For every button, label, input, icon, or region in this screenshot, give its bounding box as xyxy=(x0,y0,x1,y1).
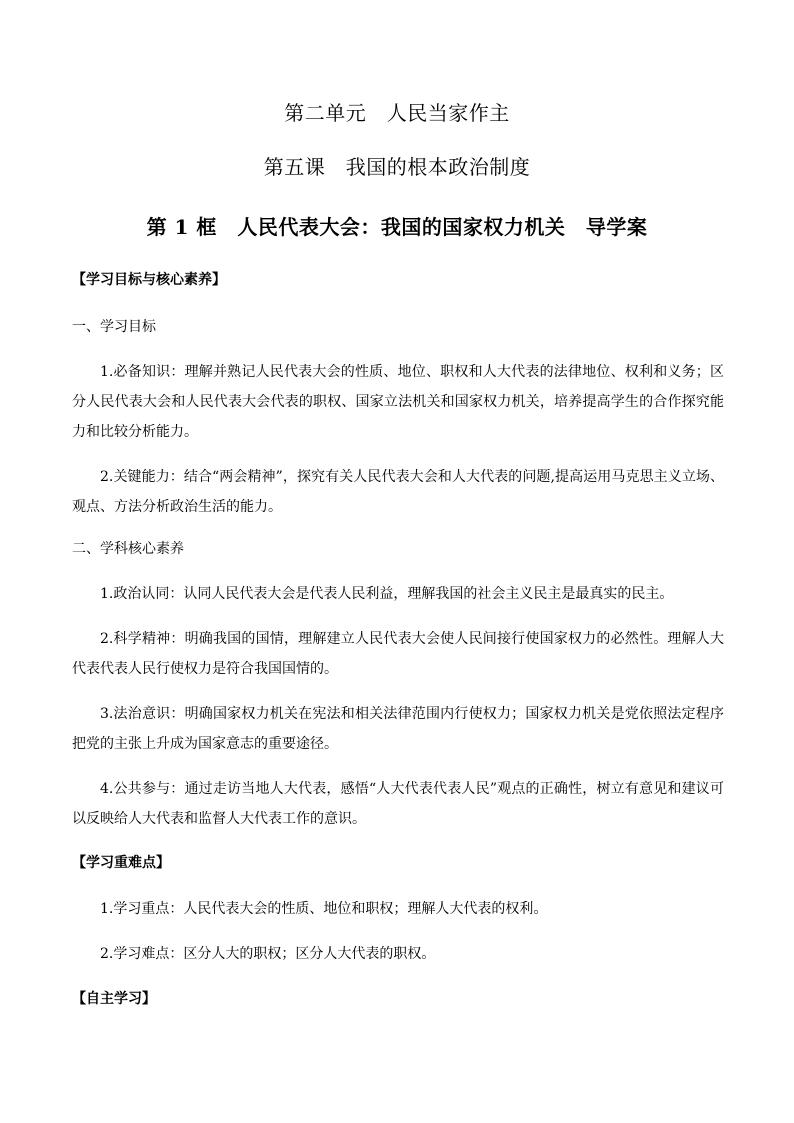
learning-goal-item: 2.关键能力：结合“两会精神”，探究有关人民代表大会和人大代表的问题,提高运用马克思主义立场、观点、方法分析政治生活的能力。 xyxy=(72,469,724,515)
core-literacy-item: 4.公共参与：通过走访当地人大代表，感悟“人大代表代表人民”观点的正确性，树立有意见和建议可以反映给人大代表和监督人大代表工作的意识。 xyxy=(72,781,724,827)
document-body xyxy=(72,268,724,1011)
learning-goals-heading: 一、学习目标 xyxy=(72,319,156,335)
core-literacy-heading: 二、学科核心素养 xyxy=(72,541,184,557)
lesson-title: 第五课 我国的根本政治制度 xyxy=(263,155,531,179)
frame-title: 第 1 框 人民代表大会：我国的国家权力机关 导学案 xyxy=(146,215,648,239)
goals-heading: 【学习目标与核心素养】 xyxy=(72,272,226,288)
core-literacy-item: 3.法治意识：明确国家权力机关在宪法和相关法律范围内行使权力；国家权力机关是党依照法定程序把党的主张上升成为国家意志的重要途径。 xyxy=(72,706,724,752)
key-points-heading: 【学习重难点】 xyxy=(72,855,170,871)
core-literacy-item: 1.政治认同：认同人民代表大会是代表人民利益，理解我国的社会主义民主是最真实的民主。 xyxy=(100,586,674,602)
unit-title: 第二单元 人民当家作主 xyxy=(284,101,510,125)
key-point-item: 2.学习难点：区分人大的职权；区分人大代表的职权。 xyxy=(100,946,436,962)
core-literacy-item: 2.科学精神：明确我国的国情，理解建立人民代表大会使人民间接行使国家权力的必然性。理解人大代表代表人民行使权力是符合我国国情的。 xyxy=(72,631,724,677)
key-point-item: 1.学习重点：人民代表大会的性质、地位和职权；理解人大代表的权利。 xyxy=(100,901,548,917)
self-study-heading: 【自主学习】 xyxy=(72,991,156,1007)
learning-goal-item: 1.必备知识：理解并熟记人民代表大会的性质、地位、职权和人大代表的法律地位、权利和义务；区分人民代表大会和人民代表大会代表的职权、国家立法机关和国家权力机关，培养提高学生的合作探究能力和比较分析能力。 xyxy=(72,364,724,440)
